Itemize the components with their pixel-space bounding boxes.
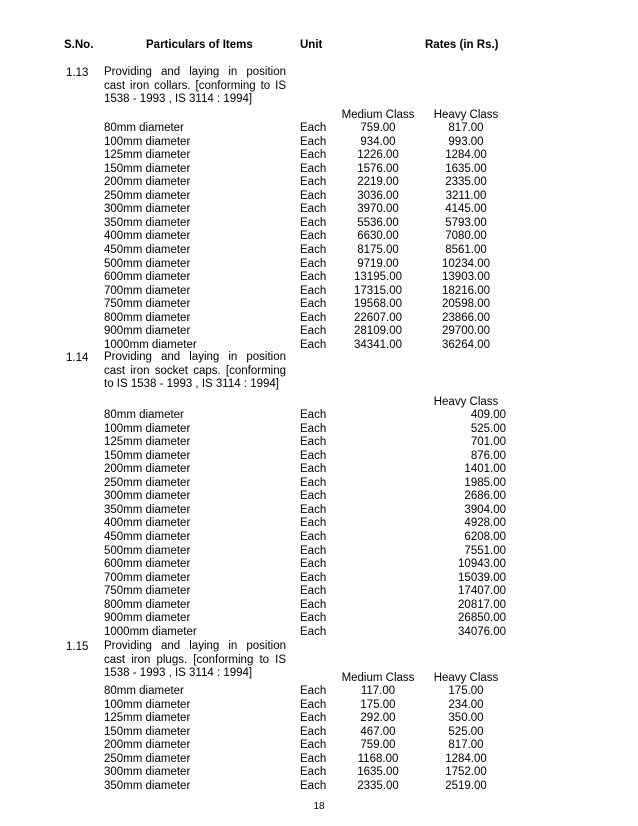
item-number: 1.14 <box>66 352 89 364</box>
row-size: 350mm diameter <box>104 779 191 792</box>
row-heavy-rate: 10234.00 <box>442 257 490 270</box>
row-medium-rate: 292.00 <box>360 712 396 725</box>
row-medium-rate: 34341.00 <box>354 338 402 351</box>
row-unit: Each <box>300 517 327 530</box>
header-rates: Rates (in Rs.) <box>425 39 499 51</box>
row-heavy-rate: 1635.00 <box>445 162 487 175</box>
row-size: 250mm diameter <box>104 476 191 489</box>
row-size: 900mm diameter <box>104 612 191 625</box>
row-unit: Each <box>300 409 327 421</box>
row-size: 200mm diameter <box>104 739 191 752</box>
row-heavy-rate: 2519.00 <box>445 779 487 792</box>
row-size: 300mm diameter <box>104 766 191 779</box>
row-heavy-rate: 234.00 <box>448 698 484 711</box>
item-number: 1.13 <box>66 67 89 79</box>
row-heavy-rate: 3904.00 <box>464 503 506 516</box>
row-unit: Each <box>300 243 327 256</box>
row-unit: Each <box>300 162 327 175</box>
row-heavy-rate: 5793.00 <box>445 216 487 229</box>
row-size: 1000mm diameter <box>104 338 197 351</box>
row-size: 150mm diameter <box>104 162 191 175</box>
row-size: 500mm diameter <box>104 257 191 270</box>
row-unit: Each <box>300 712 327 725</box>
row-heavy-rate: 409.00 <box>470 409 506 421</box>
row-unit: Each <box>300 189 327 202</box>
item-description: Providing and laying in position cast iron collars. [conforming to IS 1538 - 1993 , IS 3114 : 1994] <box>104 66 286 105</box>
row-unit: Each <box>300 135 327 148</box>
row-unit: Each <box>300 558 327 570</box>
row-size: 100mm diameter <box>104 135 191 148</box>
heavy-class-label: Heavy Class <box>433 396 499 408</box>
row-unit: Each <box>300 585 327 598</box>
row-heavy-rate: 3211.00 <box>445 189 487 202</box>
row-size: 200mm diameter <box>104 463 191 476</box>
row-unit: Each <box>300 531 327 543</box>
heavy-class-label: Heavy Class <box>433 672 499 684</box>
row-size: 400mm diameter <box>104 517 191 530</box>
row-unit: Each <box>300 449 327 462</box>
row-size: 150mm diameter <box>104 725 191 738</box>
row-heavy-rate: 34076.00 <box>458 625 506 638</box>
row-heavy-rate: 20598.00 <box>442 298 490 311</box>
row-unit: Each <box>300 725 327 738</box>
row-heavy-rate: 26850.00 <box>458 612 506 625</box>
row-heavy-rate: 1985.00 <box>464 476 506 489</box>
row-medium-rate: 117.00 <box>360 685 396 697</box>
row-unit: Each <box>300 571 327 584</box>
row-size: 500mm diameter <box>104 544 191 557</box>
header-unit: Unit <box>300 39 323 51</box>
row-unit: Each <box>300 257 327 270</box>
header-particulars: Particulars of Items <box>146 39 253 51</box>
row-heavy-rate: 1284.00 <box>445 752 487 765</box>
row-heavy-rate: 993.00 <box>448 135 484 148</box>
row-size: 80mm diameter <box>104 122 184 134</box>
row-medium-rate: 1635.00 <box>357 766 399 779</box>
row-size: 150mm diameter <box>104 449 191 462</box>
row-size: 1000mm diameter <box>104 625 197 638</box>
row-medium-rate: 1168.00 <box>357 752 399 765</box>
row-unit: Each <box>300 779 327 792</box>
item-number: 1.15 <box>66 641 89 653</box>
row-medium-rate: 759.00 <box>360 122 396 134</box>
row-unit: Each <box>300 422 327 435</box>
row-unit: Each <box>300 176 327 189</box>
row-unit: Each <box>300 598 327 611</box>
row-unit: Each <box>300 490 327 503</box>
row-unit: Each <box>300 739 327 752</box>
row-size: 600mm diameter <box>104 558 191 570</box>
row-size: 100mm diameter <box>104 698 191 711</box>
row-unit: Each <box>300 752 327 765</box>
row-unit: Each <box>300 612 327 625</box>
row-size: 700mm diameter <box>104 571 191 584</box>
row-size: 250mm diameter <box>104 189 191 202</box>
row-medium-rate: 5536.00 <box>357 216 399 229</box>
row-heavy-rate: 20817.00 <box>458 598 506 611</box>
row-size: 900mm diameter <box>104 325 191 338</box>
heavy-class-label: Heavy Class <box>433 109 499 121</box>
row-size: 400mm diameter <box>104 230 191 243</box>
item-description: Providing and laying in position cast iron plugs. [conforming to IS 1538 - 1993 , IS 3114 : 1994] <box>104 640 286 679</box>
row-medium-rate: 22607.00 <box>354 311 402 324</box>
medium-class-label: Medium Class <box>341 109 415 121</box>
row-unit: Each <box>300 544 327 557</box>
row-unit: Each <box>300 698 327 711</box>
row-heavy-rate: 29700.00 <box>442 325 490 338</box>
row-size: 125mm diameter <box>104 436 191 449</box>
row-unit: Each <box>300 298 327 311</box>
row-unit: Each <box>300 503 327 516</box>
row-medium-rate: 9719.00 <box>357 257 399 270</box>
row-medium-rate: 19568.00 <box>354 298 402 311</box>
row-unit: Each <box>300 149 327 162</box>
row-heavy-rate: 1401.00 <box>464 463 506 476</box>
row-medium-rate: 1576.00 <box>357 162 399 175</box>
row-heavy-rate: 7551.00 <box>464 544 506 557</box>
row-size: 750mm diameter <box>104 585 191 598</box>
row-heavy-rate: 701.00 <box>470 436 506 449</box>
row-medium-rate: 2219.00 <box>357 176 399 189</box>
row-heavy-rate: 175.00 <box>448 685 484 697</box>
row-unit: Each <box>300 284 327 297</box>
row-unit: Each <box>300 216 327 229</box>
row-unit: Each <box>300 311 327 324</box>
row-medium-rate: 934.00 <box>360 135 396 148</box>
row-unit: Each <box>300 625 327 638</box>
row-size: 200mm diameter <box>104 176 191 189</box>
row-unit: Each <box>300 271 327 284</box>
row-heavy-rate: 10943.00 <box>458 558 506 570</box>
row-medium-rate: 28109.00 <box>354 325 402 338</box>
row-size: 450mm diameter <box>104 531 191 543</box>
row-heavy-rate: 2335.00 <box>445 176 487 189</box>
row-size: 300mm diameter <box>104 490 191 503</box>
row-size: 125mm diameter <box>104 149 191 162</box>
row-heavy-rate: 7080.00 <box>445 230 487 243</box>
header-sno: S.No. <box>64 39 94 51</box>
row-medium-rate: 3036.00 <box>357 189 399 202</box>
row-size: 250mm diameter <box>104 752 191 765</box>
row-unit: Each <box>300 766 327 779</box>
row-heavy-rate: 2686.00 <box>464 490 506 503</box>
row-unit: Each <box>300 685 327 697</box>
row-heavy-rate: 1284.00 <box>445 149 487 162</box>
row-size: 350mm diameter <box>104 216 191 229</box>
row-size: 125mm diameter <box>104 712 191 725</box>
row-unit: Each <box>300 230 327 243</box>
row-unit: Each <box>300 325 327 338</box>
row-heavy-rate: 23866.00 <box>442 311 490 324</box>
row-heavy-rate: 4928.00 <box>464 517 506 530</box>
row-size: 750mm diameter <box>104 298 191 311</box>
page-number: 18 <box>313 801 325 812</box>
row-heavy-rate: 6208.00 <box>464 531 506 543</box>
row-unit: Each <box>300 122 327 134</box>
row-unit: Each <box>300 436 327 449</box>
row-size: 450mm diameter <box>104 243 191 256</box>
row-size: 600mm diameter <box>104 271 191 284</box>
row-heavy-rate: 525.00 <box>448 725 484 738</box>
row-size: 800mm diameter <box>104 598 191 611</box>
row-size: 80mm diameter <box>104 409 184 421</box>
row-unit: Each <box>300 463 327 476</box>
row-heavy-rate: 15039.00 <box>458 571 506 584</box>
row-medium-rate: 759.00 <box>360 739 396 752</box>
row-heavy-rate: 17407.00 <box>458 585 506 598</box>
row-heavy-rate: 525.00 <box>470 422 506 435</box>
row-size: 800mm diameter <box>104 311 191 324</box>
row-size: 300mm diameter <box>104 203 191 216</box>
row-heavy-rate: 4145.00 <box>445 203 487 216</box>
row-heavy-rate: 36264.00 <box>442 338 490 351</box>
row-medium-rate: 467.00 <box>360 725 396 738</box>
row-medium-rate: 6630.00 <box>357 230 399 243</box>
row-heavy-rate: 817.00 <box>448 739 484 752</box>
row-medium-rate: 8175.00 <box>357 243 399 256</box>
row-medium-rate: 13195.00 <box>354 271 402 284</box>
row-size: 80mm diameter <box>104 685 184 697</box>
row-unit: Each <box>300 338 327 351</box>
row-heavy-rate: 817.00 <box>448 122 484 134</box>
row-heavy-rate: 13903.00 <box>442 271 490 284</box>
row-medium-rate: 2335.00 <box>357 779 399 792</box>
row-heavy-rate: 1752.00 <box>445 766 487 779</box>
row-medium-rate: 175.00 <box>360 698 396 711</box>
row-size: 350mm diameter <box>104 503 191 516</box>
row-heavy-rate: 18216.00 <box>442 284 490 297</box>
row-medium-rate: 3970.00 <box>357 203 399 216</box>
row-heavy-rate: 8561.00 <box>445 243 487 256</box>
row-unit: Each <box>300 203 327 216</box>
medium-class-label: Medium Class <box>341 672 415 684</box>
row-unit: Each <box>300 476 327 489</box>
row-heavy-rate: 876.00 <box>470 449 506 462</box>
item-description: Providing and laying in position cast iron socket caps. [conforming to IS 1538 - 1993 , IS 3114 : 1994] <box>104 351 286 390</box>
row-medium-rate: 17315.00 <box>354 284 402 297</box>
row-size: 700mm diameter <box>104 284 191 297</box>
row-heavy-rate: 350.00 <box>448 712 484 725</box>
row-size: 100mm diameter <box>104 422 191 435</box>
row-medium-rate: 1226.00 <box>357 149 399 162</box>
